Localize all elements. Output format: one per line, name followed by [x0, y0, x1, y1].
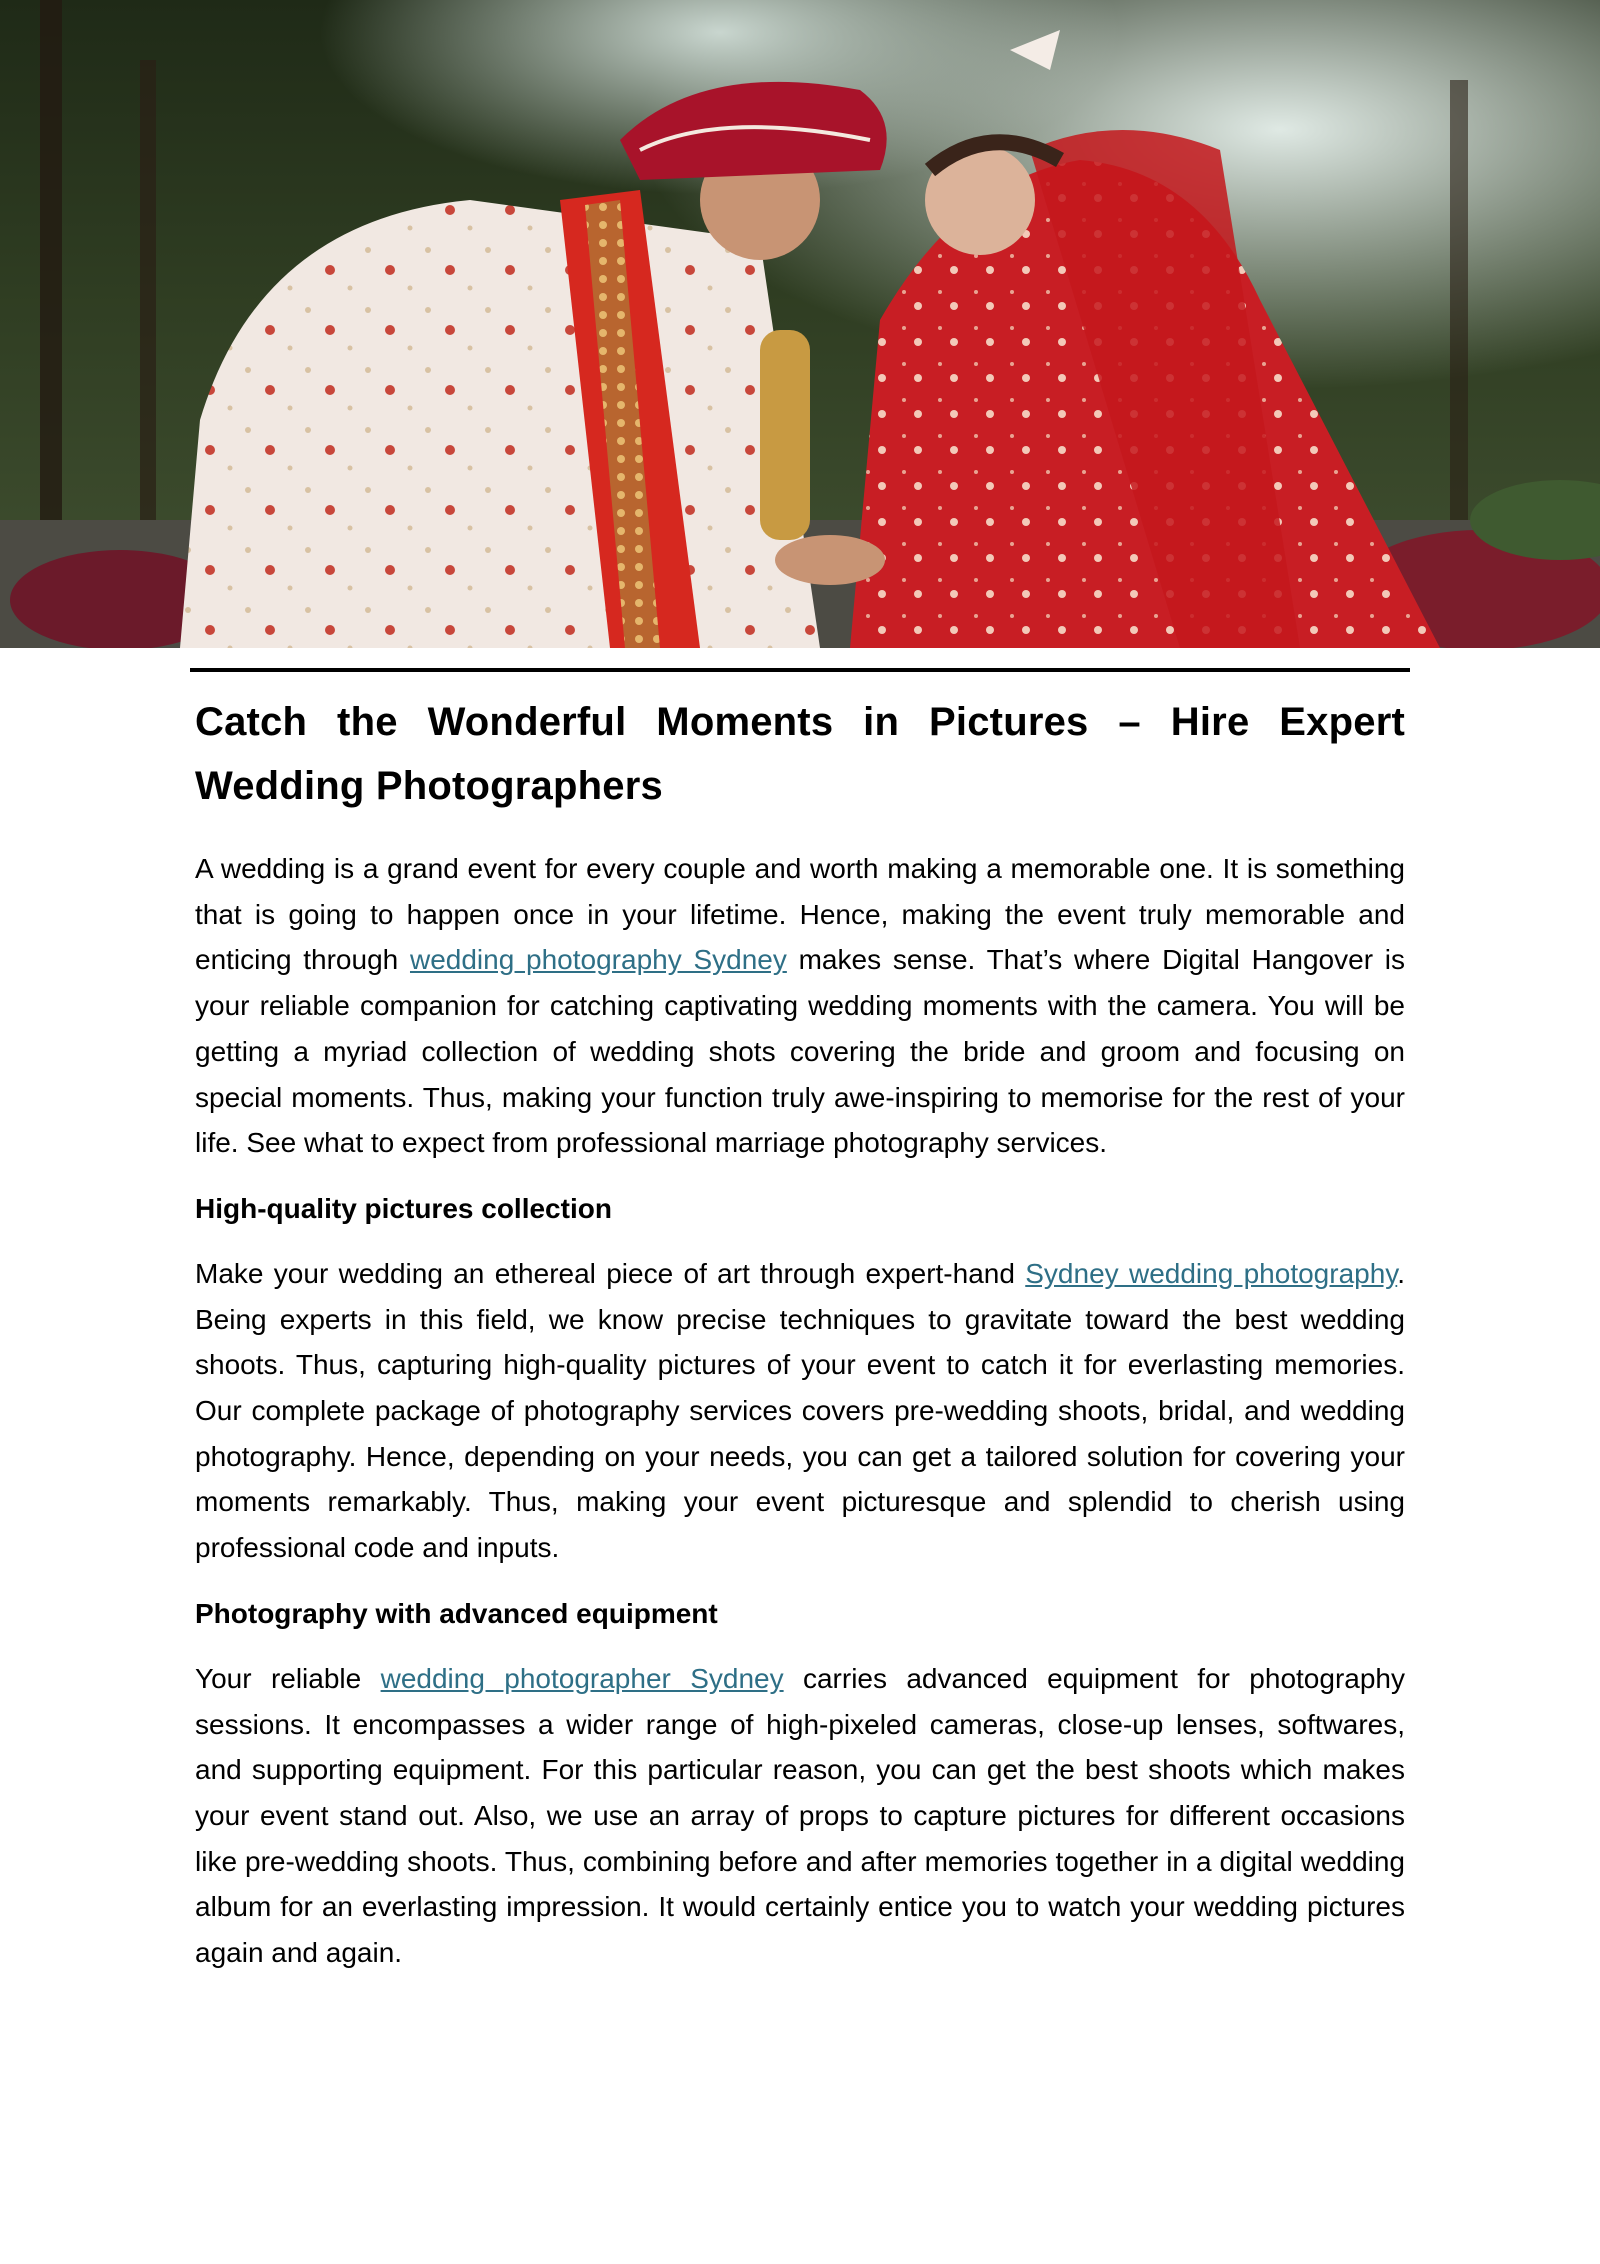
- hero-photo: [0, 0, 1600, 648]
- section-text-after-link: carries advanced equipment for photography sessions. It encompasses a wider range of high-pixeled cameras, close-up lenses, softwares, and supporting equipment. For this particular reason, you can get the best shoots which makes your event stand out. Also, we use an array of props to capture pictures for different occasions like pre-wedding shoots. Thus, combining before and after memories together in a digital wedding album for an everlasting impression. It would certainly entice you to watch your wedding pictures again and again.: [195, 1662, 1405, 1969]
- article-body: [195, 690, 1405, 1994]
- article-title: Catch the Wonderful Moments in Pictures – Hire Expert Wedding Photographers: [195, 700, 1405, 808]
- section-text-after-link: . Being experts in this field, we know precise techniques to gravitate toward the best wedding shoots. Thus, capturing high-quality pictures of your event to catch it for everlasting memories. Our complete package of photography services covers pre-wedding shoots, bridal, and wedding photography. Hence, depending on your needs, you can get a tailored solution for covering your moments remarkably. Thus, making your event picturesque and splendid to cherish using professional code and inputs.: [195, 1257, 1405, 1564]
- section-heading-advanced-equipment: Photography with advanced equipment: [195, 1597, 718, 1629]
- section-text-before-link: Your reliable: [195, 1662, 381, 1694]
- section-paragraph-advanced-equipment: [195, 1656, 1405, 1976]
- wedding-photography-sydney-link[interactable]: wedding photography Sydney: [409, 944, 787, 976]
- couple-photo-illustration: [0, 0, 1600, 648]
- sydney-wedding-photography-link[interactable]: Sydney wedding photography: [1025, 1257, 1398, 1289]
- section-text-before-link: Make your wedding an ethereal piece of art through expert-hand: [195, 1257, 1026, 1289]
- section-heading-high-quality: High-quality pictures collection: [195, 1192, 612, 1224]
- intro-text-before-link: A wedding is a grand event for every couple and worth making a memorable one. It is something that is going to happen once in your lifetime. Hence, making the event truly memorable and enticing through: [195, 853, 1405, 976]
- title-divider-line: [190, 668, 1410, 672]
- wedding-photographer-sydney-link[interactable]: wedding photographer Sydney: [380, 1662, 784, 1694]
- intro-paragraph: [195, 846, 1405, 1166]
- section-paragraph-high-quality: [195, 1251, 1405, 1571]
- intro-text-after-link: makes sense. That’s where Digital Hangover is your reliable companion for catching captivating wedding moments with the camera. You will be getting a myriad collection of wedding shots covering the bride and groom and focusing on special moments. Thus, making your function truly awe-inspiring to memorise for the rest of your life. See what to expect from professional marriage photography services.: [195, 944, 1405, 1159]
